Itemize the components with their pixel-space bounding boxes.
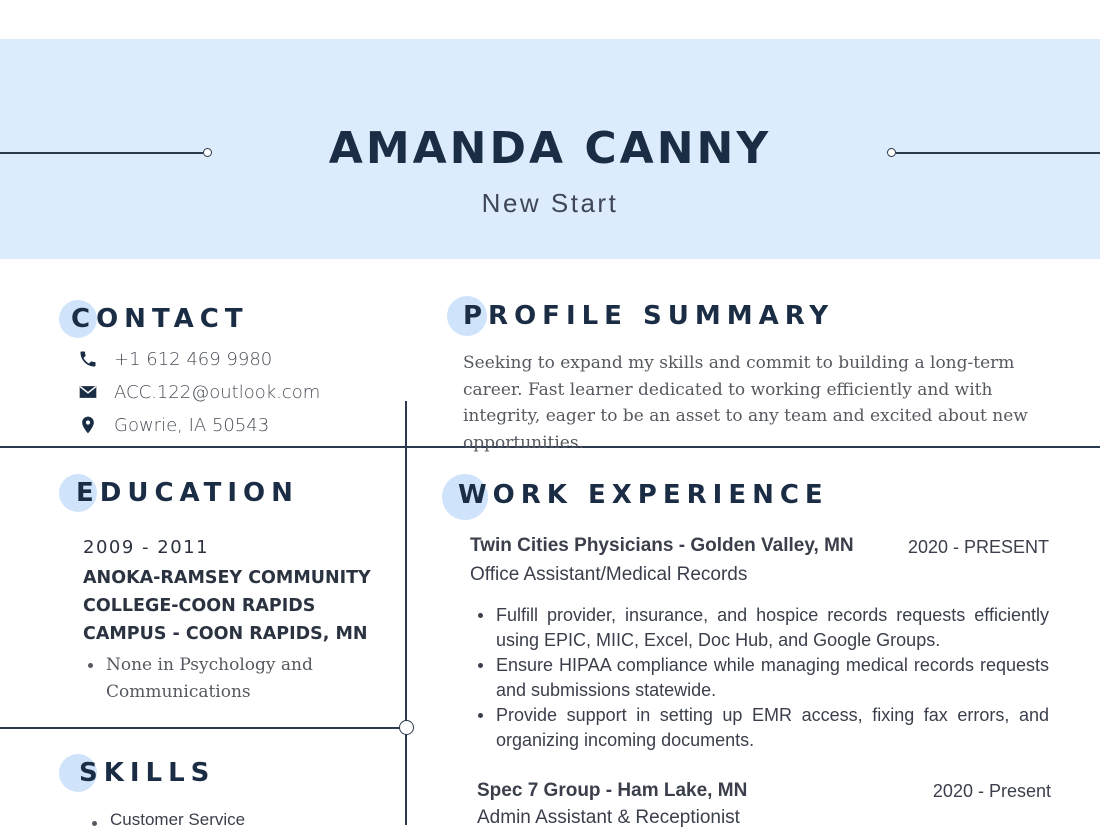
envelope-icon [78, 382, 98, 402]
work-experience-title: WORK EXPERIENCE [458, 480, 829, 510]
education-title: EDUCATION [76, 478, 299, 508]
job-company: Twin Cities Physicians - Golden Valley, MN [470, 535, 854, 556]
contact-location: Gowrie, IA 50543 [114, 414, 270, 436]
contact-email-row [78, 379, 320, 405]
phone-icon [78, 349, 98, 369]
profile-summary-title: PROFILE SUMMARY [463, 301, 835, 331]
job-role: Office Assistant/Medical Records [470, 564, 748, 585]
skills-list [90, 810, 245, 830]
education-school: ANOKA-RAMSEY COMMUNITY COLLEGE-COON RAPIDS CAMPUS - COON RAPIDS, MN [83, 568, 371, 644]
contact-phone: +1 612 469 9980 [114, 348, 273, 370]
candidate-subtitle: New Start [481, 188, 619, 218]
job-role: Admin Assistant & Receptionist [477, 807, 740, 828]
job-bullets [476, 603, 1049, 753]
job-bullet-item: Provide support in setting up EMR access, fixing fax errors, and organizing incoming documents. [476, 703, 1049, 753]
contact-location-row [78, 412, 269, 438]
profile-summary-text: Seeking to expand my skills and commit to building a long-term career. Fast learner dedicated to working efficiently and with integrity, eager to be an asset to any team and excited about new opportunities. [463, 353, 1028, 453]
candidate-name: AMANDA CANNY [328, 123, 772, 174]
job-bullet-item: Ensure HIPAA compliance while managing medical records requests and submissions statewide. [476, 653, 1049, 703]
location-pin-icon [78, 415, 98, 435]
skills-title: SKILLS [79, 758, 216, 788]
contact-title: CONTACT [71, 304, 249, 334]
education-details [86, 652, 386, 706]
education-years: 2009 - 2011 [83, 537, 210, 558]
education-bottom-rule [0, 727, 401, 729]
job-dates: 2020 - Present [932, 781, 1051, 801]
job-company: Spec 7 Group - Ham Lake, MN [477, 780, 748, 801]
job-bullet-item: Fulfill provider, insurance, and hospice records requests efficiently using EPIC, MIIC, Excel, Doc Hub, and Google Groups. [476, 603, 1049, 653]
education-detail-item: None in Psychology and Communications [86, 652, 386, 706]
job-dates: 2020 - PRESENT [907, 537, 1049, 557]
contact-phone-row [78, 346, 272, 372]
section-divider-vertical [405, 401, 407, 825]
skill-item: Customer Service [90, 810, 245, 830]
contact-email[interactable]: ACC.122@outlook.com [114, 381, 321, 403]
divider-junction-dot [399, 720, 414, 735]
